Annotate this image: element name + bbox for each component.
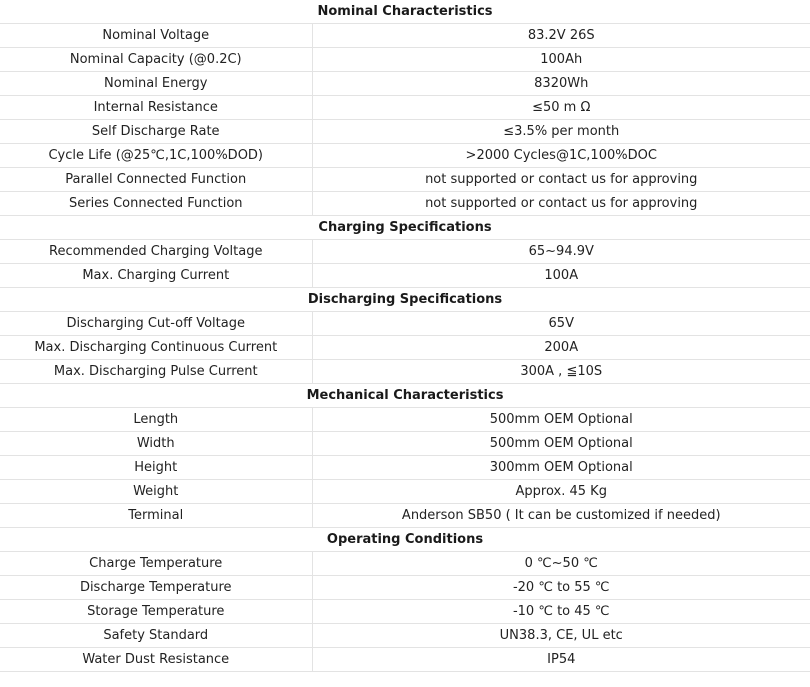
- row-value: 65~94.9V: [312, 240, 810, 264]
- row-label: Discharging Cut-off Voltage: [0, 312, 312, 336]
- row-label: Height: [0, 456, 312, 480]
- row-value: not supported or contact us for approving: [312, 192, 810, 216]
- row-value: Anderson SB50 ( It can be customized if needed): [312, 504, 810, 528]
- row-value: 500mm OEM Optional: [312, 408, 810, 432]
- row-value: 8320Wh: [312, 72, 810, 96]
- row-value: ≤3.5% per month: [312, 120, 810, 144]
- section-title: Nominal Characteristics: [0, 0, 810, 24]
- row-label: Recommended Charging Voltage: [0, 240, 312, 264]
- row-label: Terminal: [0, 504, 312, 528]
- section-title: Mechanical Characteristics: [0, 384, 810, 408]
- table-row: [0, 264, 810, 288]
- table-row: [0, 624, 810, 648]
- row-label: Nominal Capacity (@0.2C): [0, 48, 312, 72]
- row-label: Internal Resistance: [0, 96, 312, 120]
- row-label: Charge Temperature: [0, 552, 312, 576]
- row-value: 100Ah: [312, 48, 810, 72]
- section-header: [0, 288, 810, 312]
- row-value: 300mm OEM Optional: [312, 456, 810, 480]
- section-title: Discharging Specifications: [0, 288, 810, 312]
- row-value: ≤50 m Ω: [312, 96, 810, 120]
- section-title: Charging Specifications: [0, 216, 810, 240]
- table-row: [0, 408, 810, 432]
- table-row: [0, 456, 810, 480]
- row-label: Max. Discharging Pulse Current: [0, 360, 312, 384]
- table-row: [0, 312, 810, 336]
- table-row: [0, 240, 810, 264]
- table-row: [0, 648, 810, 672]
- row-value: IP54: [312, 648, 810, 672]
- table-row: [0, 192, 810, 216]
- row-label: Parallel Connected Function: [0, 168, 312, 192]
- row-label: Storage Temperature: [0, 600, 312, 624]
- section-title: Operating Conditions: [0, 528, 810, 552]
- table-row: [0, 96, 810, 120]
- table-row: [0, 360, 810, 384]
- row-label: Safety Standard: [0, 624, 312, 648]
- table-row: [0, 72, 810, 96]
- section-header: [0, 384, 810, 408]
- table-row: [0, 120, 810, 144]
- row-value: -10 ℃ to 45 ℃: [312, 600, 810, 624]
- row-label: Width: [0, 432, 312, 456]
- table-row: [0, 432, 810, 456]
- table-row: [0, 48, 810, 72]
- table-row: [0, 144, 810, 168]
- row-label: Water Dust Resistance: [0, 648, 312, 672]
- row-value: 100A: [312, 264, 810, 288]
- row-value: 0 ℃~50 ℃: [312, 552, 810, 576]
- table-row: [0, 576, 810, 600]
- row-value: UN38.3, CE, UL etc: [312, 624, 810, 648]
- row-label: Cycle Life (@25℃,1C,100%DOD): [0, 144, 312, 168]
- row-label: Weight: [0, 480, 312, 504]
- row-value: not supported or contact us for approving: [312, 168, 810, 192]
- row-value: Approx. 45 Kg: [312, 480, 810, 504]
- row-label: Nominal Energy: [0, 72, 312, 96]
- table-row: [0, 24, 810, 48]
- row-value: 500mm OEM Optional: [312, 432, 810, 456]
- table-row: [0, 480, 810, 504]
- table-row: [0, 552, 810, 576]
- row-value: 200A: [312, 336, 810, 360]
- row-label: Self Discharge Rate: [0, 120, 312, 144]
- row-value: 300A , ≦10S: [312, 360, 810, 384]
- row-label: Max. Discharging Continuous Current: [0, 336, 312, 360]
- row-value: >2000 Cycles@1C,100%DOC: [312, 144, 810, 168]
- section-header: [0, 0, 810, 24]
- row-label: Length: [0, 408, 312, 432]
- section-header: [0, 528, 810, 552]
- row-label: Max. Charging Current: [0, 264, 312, 288]
- row-value: 65V: [312, 312, 810, 336]
- section-header: [0, 216, 810, 240]
- row-value: -20 ℃ to 55 ℃: [312, 576, 810, 600]
- row-label: Discharge Temperature: [0, 576, 312, 600]
- row-label: Series Connected Function: [0, 192, 312, 216]
- row-label: Nominal Voltage: [0, 24, 312, 48]
- table-row: [0, 168, 810, 192]
- table-row: [0, 600, 810, 624]
- table-row: [0, 336, 810, 360]
- row-value: 83.2V 26S: [312, 24, 810, 48]
- table-row: [0, 504, 810, 528]
